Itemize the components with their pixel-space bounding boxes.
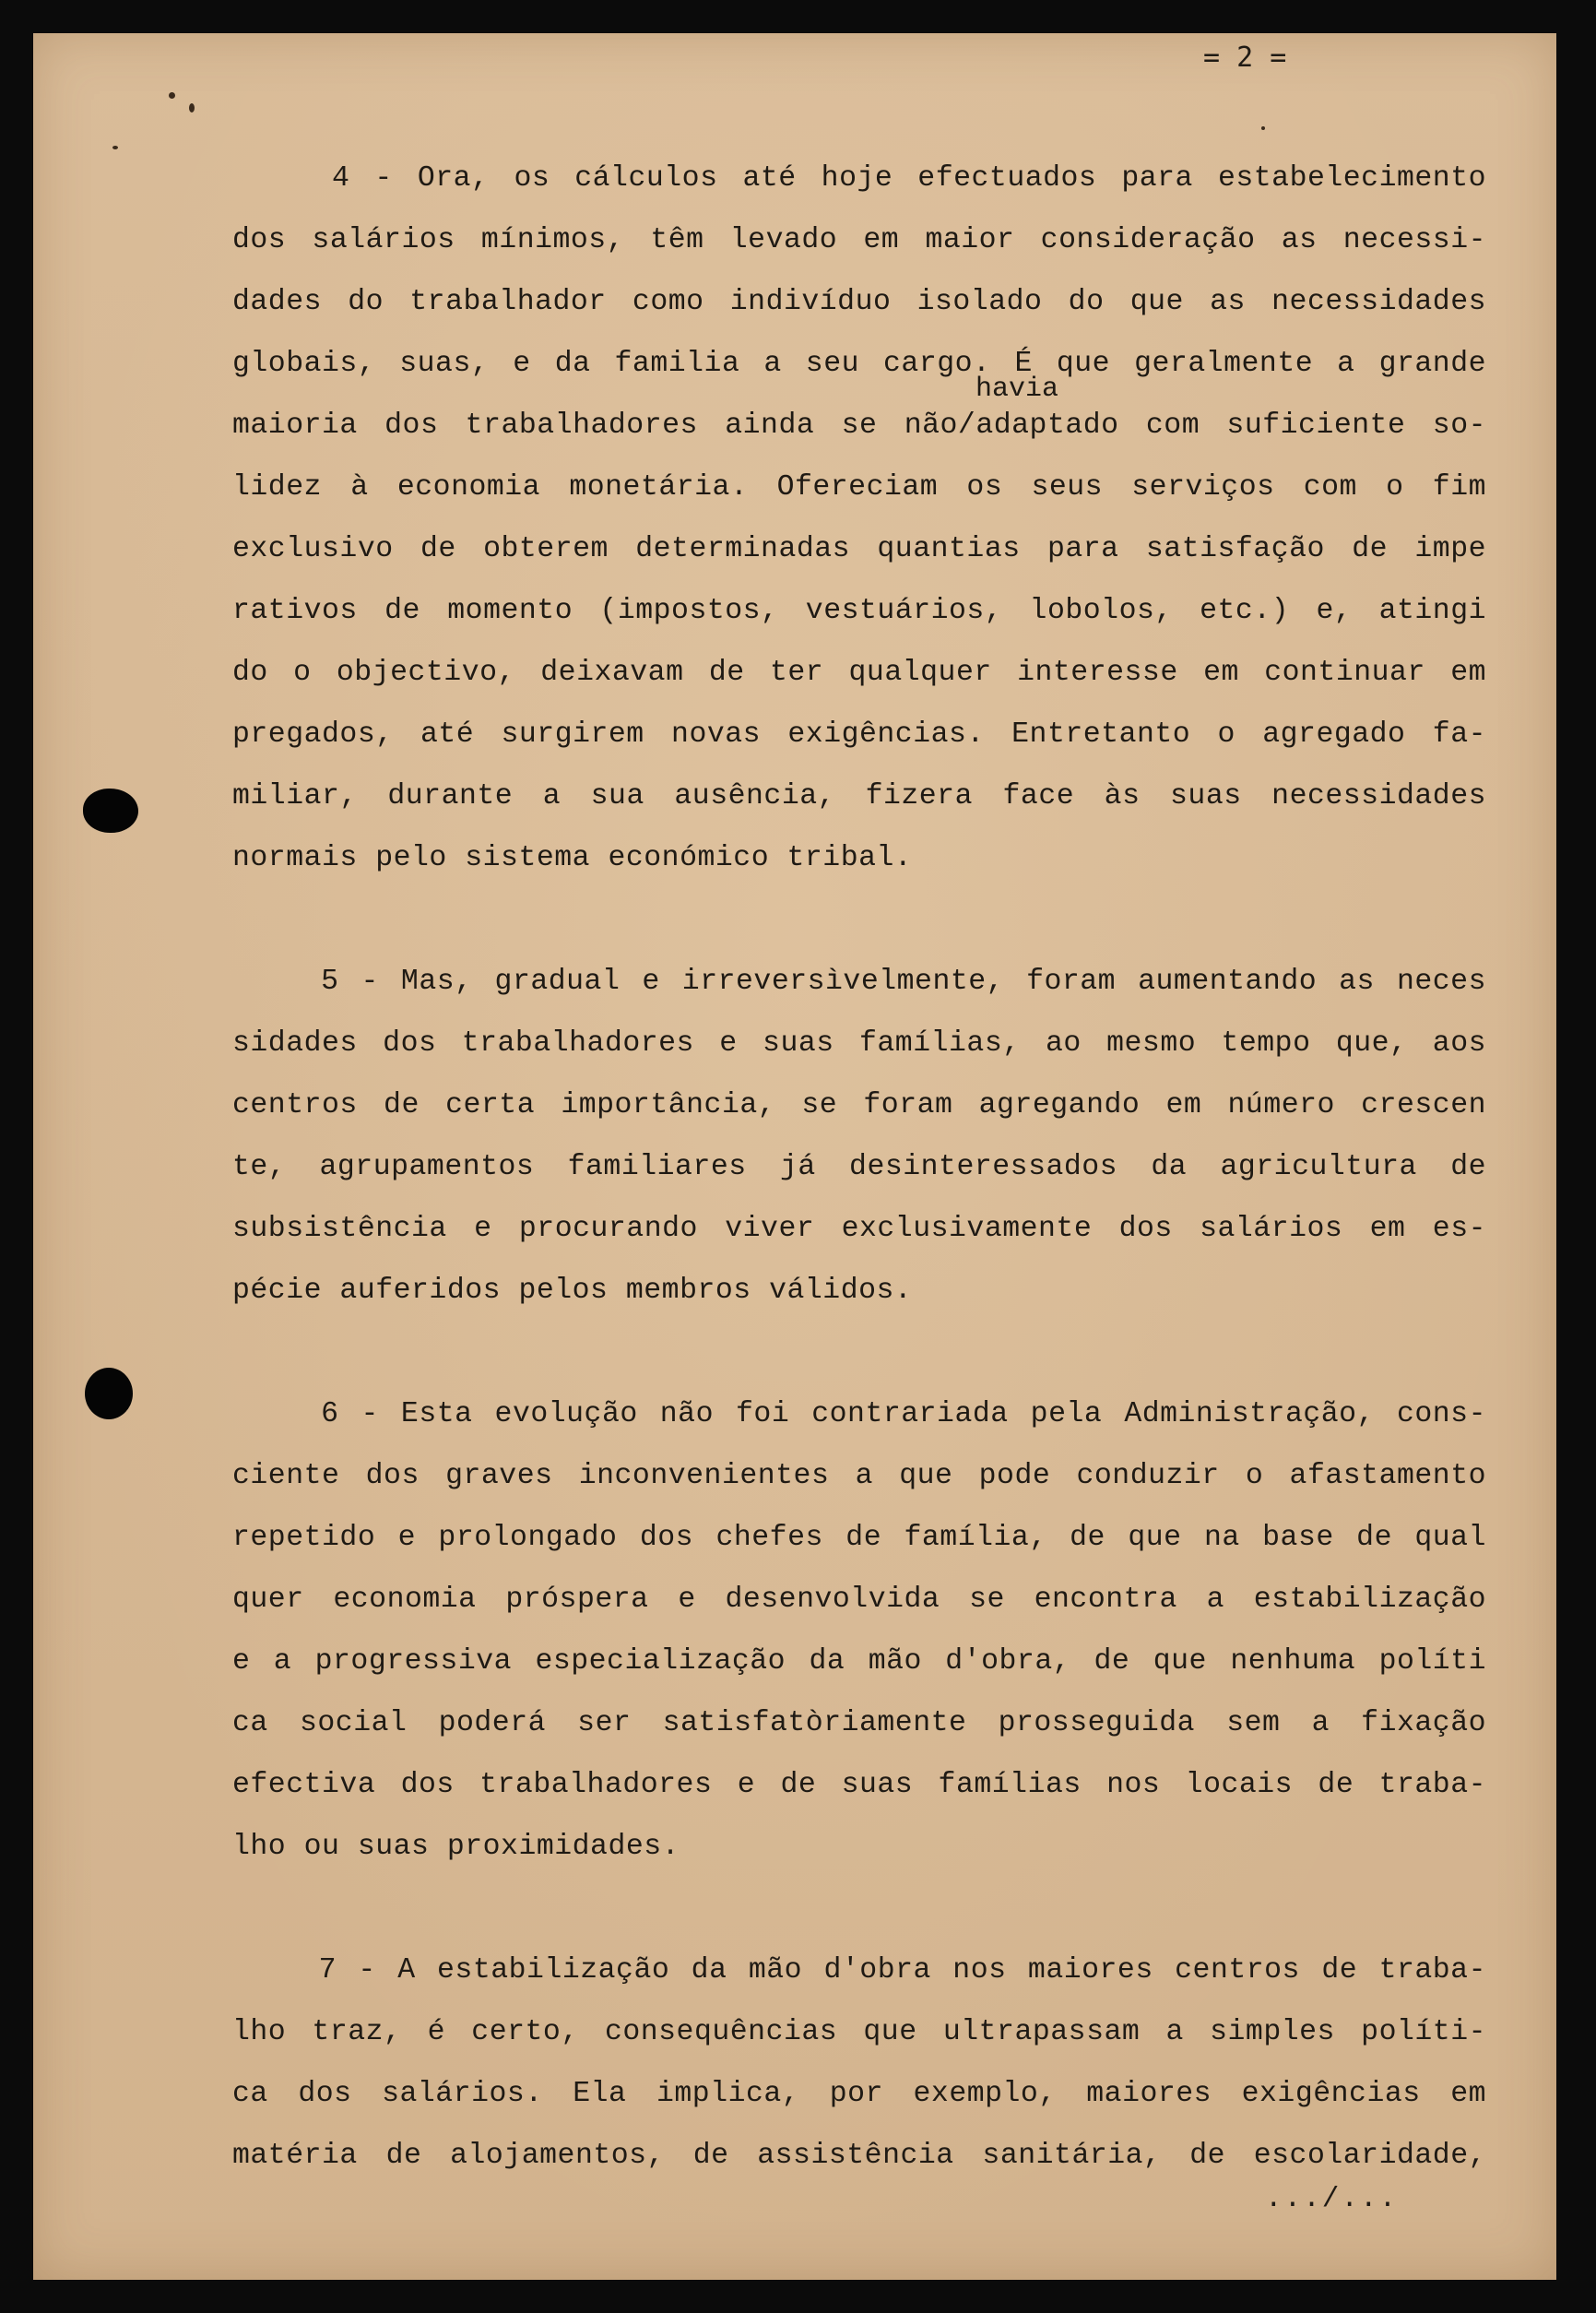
text-line: do o objectivo, deixavam de ter qualquer interesse em continuar em [232,657,1486,689]
text-line: lidez à economia monetária. Ofereciam os seus serviços com o fim [232,471,1486,504]
continuation-mark: .../... [1265,2183,1399,2215]
paragraph-5 [232,951,1486,1322]
text-line: exclusivo de obterem determinadas quantias para satisfação de impe [232,533,1486,565]
ink-speck [169,92,175,99]
paragraph-6 [232,1383,1486,1878]
text-line: 4 - Ora, os cálculos até hoje efectuados para estabelecimento [232,162,1486,195]
text-line: te, agrupamentos familiares já desinteressados da agricultura de [232,1151,1486,1183]
text-line: normais pelo sistema económico tribal. [232,842,913,874]
ink-speck [112,146,118,149]
text-line: e a progressiva especialização da mão d'obra, de que nenhuma políti [232,1645,1486,1678]
text-line: 6 - Esta evolução não foi contrariada pela Administração, cons- [232,1398,1486,1430]
ink-speck [1261,126,1265,130]
text-line: sidades dos trabalhadores e suas famílias, ao mesmo tempo que, aos [232,1027,1486,1060]
text-line: centros de certa importância, se foram agregando em número crescen [232,1089,1486,1121]
punch-hole [85,1368,133,1419]
text-line: miliar, durante a sua ausência, fizera face às suas necessidades [232,780,1486,813]
text-line: efectiva dos trabalhadores e de suas famílias nos locais de traba- [232,1769,1486,1801]
text-line: ca social poderá ser satisfatòriamente prosseguida sem a fixação [232,1707,1486,1739]
text-line: repetido e prolongado dos chefes de família, de que na base de qual [232,1522,1486,1554]
text-line: lho ou suas proximidades. [232,1831,680,1863]
text-line: ciente dos graves inconvenientes a que pode conduzir o afastamento [232,1460,1486,1492]
text-line: lho traz, é certo, consequências que ultrapassam a simples políti- [232,2016,1486,2048]
text-line: globais, suas, e da familia a seu cargo. É que geralmente a grande [232,348,1486,380]
text-line: quer economia próspera e desenvolvida se encontra a estabilização [232,1584,1486,1616]
page-number: = 2 = [1203,42,1287,74]
ink-speck [189,103,195,113]
paragraph-4 [232,148,1486,889]
punch-hole [83,789,138,833]
text-line: 7 - A estabilização da mão d'obra nos maiores centros de traba- [232,1954,1486,1987]
text-line: matéria de alojamentos, de assistência sanitária, de escolaridade, [232,2140,1486,2172]
text-line: pregados, até surgirem novas exigências. Entretanto o agregado fa- [232,718,1486,751]
text-line: 5 - Mas, gradual e irreversìvelmente, foram aumentando as neces [232,966,1486,998]
text-line: pécie auferidos pelos membros válidos. [232,1275,913,1307]
paragraph-7 [232,1939,1486,2187]
text-line: ca dos salários. Ela implica, por exemplo, maiores exigências em [232,2078,1486,2110]
handwritten-insert: havia [975,374,1059,405]
text-line: maioria dos trabalhadores ainda se não/adaptado com suficiente so- [232,409,1486,442]
text-line: subsistência e procurando viver exclusivamente dos salários em es- [232,1213,1486,1245]
text-line: dades do trabalhador como indivíduo isolado do que as necessidades [232,286,1486,318]
text-line: rativos de momento (impostos, vestuários, lobolos, etc.) e, atingi [232,595,1486,627]
body-text [232,148,1486,2187]
text-line: dos salários mínimos, têm levado em maior consideração as necessi- [232,224,1486,256]
